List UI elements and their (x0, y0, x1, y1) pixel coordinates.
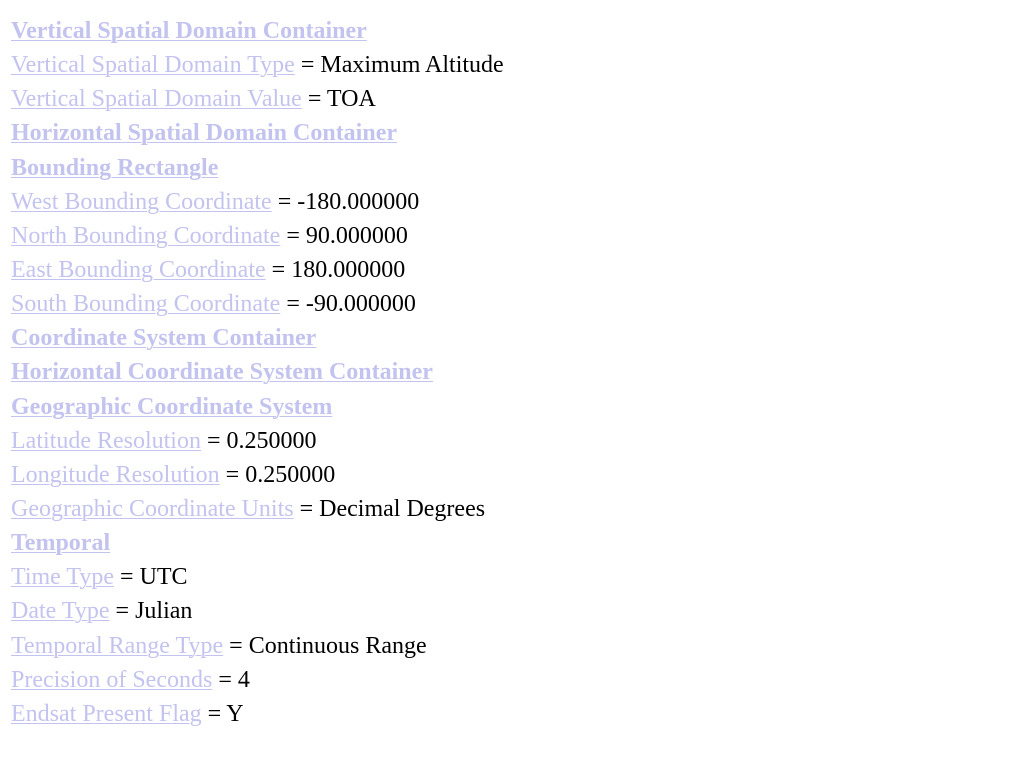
equals-sign: = (219, 461, 246, 488)
north-bounding-coordinate-link[interactable]: North Bounding Coordinate (11, 222, 281, 249)
precision-of-seconds-link[interactable]: Precision of Seconds (11, 666, 213, 693)
equals-sign: = (271, 188, 298, 215)
section-horizontal-spatial-domain-container (11, 116, 1024, 150)
time-type-link[interactable]: Time Type (11, 564, 115, 591)
temporal-link[interactable]: Temporal (11, 530, 111, 557)
field-geographic-coordinate-units (11, 492, 1024, 526)
vertical-spatial-domain-type-link[interactable]: Vertical Spatial Domain Type (11, 52, 295, 79)
latitude-resolution-value: 0.250000 (226, 427, 317, 454)
endsat-present-flag-value: Y (226, 700, 244, 727)
section-vertical-spatial-domain-container (11, 14, 1024, 48)
geographic-coordinate-units-link[interactable]: Geographic Coordinate Units (11, 495, 294, 522)
north-bounding-coordinate-value: 90.000000 (305, 222, 408, 249)
section-temporal (11, 526, 1024, 560)
vertical-spatial-domain-type-value: Maximum Altitude (320, 52, 504, 79)
field-west-bounding-coordinate (11, 185, 1024, 219)
equals-sign: = (212, 666, 238, 693)
horizontal-coordinate-system-container-link[interactable]: Horizontal Coordinate System Container (11, 359, 433, 386)
field-longitude-resolution (11, 458, 1024, 492)
latitude-resolution-link[interactable]: Latitude Resolution (11, 427, 201, 454)
equals-sign: = (223, 632, 249, 659)
vertical-spatial-domain-value-value: TOA (326, 86, 376, 113)
section-horizontal-coordinate-system-container (11, 355, 1024, 389)
vertical-spatial-domain-container-link[interactable]: Vertical Spatial Domain Container (11, 18, 367, 44)
field-date-type (11, 594, 1024, 628)
equals-sign: = (109, 598, 136, 625)
longitude-resolution-value: 0.250000 (245, 461, 336, 488)
west-bounding-coordinate-value: -180.000000 (297, 188, 420, 215)
temporal-range-type-value: Continuous Range (248, 632, 427, 659)
field-temporal-range-type (11, 629, 1024, 663)
vertical-spatial-domain-value-link[interactable]: Vertical Spatial Domain Value (11, 86, 302, 113)
equals-sign: = (201, 700, 227, 727)
temporal-range-type-link[interactable]: Temporal Range Type (11, 632, 224, 659)
field-south-bounding-coordinate (11, 287, 1024, 321)
equals-sign: = (114, 564, 140, 591)
field-vertical-spatial-domain-value (11, 82, 1024, 116)
equals-sign: = (294, 52, 321, 79)
field-vertical-spatial-domain-type (11, 48, 1024, 82)
precision-of-seconds-value: 4 (237, 666, 250, 693)
date-type-value: Julian (135, 598, 193, 625)
endsat-present-flag-link[interactable]: Endsat Present Flag (11, 700, 202, 727)
geographic-coordinate-units-value: Decimal Degrees (319, 495, 486, 522)
south-bounding-coordinate-link[interactable]: South Bounding Coordinate (11, 291, 281, 318)
geographic-coordinate-system-link[interactable]: Geographic Coordinate System (11, 393, 333, 420)
field-east-bounding-coordinate (11, 253, 1024, 287)
field-time-type (11, 560, 1024, 594)
equals-sign: = (280, 291, 306, 318)
south-bounding-coordinate-value: -90.000000 (305, 291, 416, 318)
equals-sign: = (280, 222, 306, 249)
bounding-rectangle-link[interactable]: Bounding Rectangle (11, 154, 219, 181)
field-latitude-resolution (11, 424, 1024, 458)
section-coordinate-system-container (11, 321, 1024, 355)
date-type-link[interactable]: Date Type (11, 598, 110, 625)
field-endsat-present-flag (11, 697, 1024, 731)
section-bounding-rectangle (11, 151, 1024, 185)
longitude-resolution-link[interactable]: Longitude Resolution (11, 461, 220, 488)
equals-sign: = (293, 495, 320, 522)
field-north-bounding-coordinate (11, 219, 1024, 253)
time-type-value: UTC (139, 564, 188, 591)
east-bounding-coordinate-value: 180.000000 (291, 256, 406, 283)
east-bounding-coordinate-link[interactable]: East Bounding Coordinate (11, 256, 266, 283)
field-precision-of-seconds (11, 663, 1024, 697)
coordinate-system-container-link[interactable]: Coordinate System Container (11, 325, 317, 352)
equals-sign: = (200, 427, 227, 454)
horizontal-spatial-domain-container-link[interactable]: Horizontal Spatial Domain Container (11, 120, 398, 147)
equals-sign: = (301, 86, 327, 113)
west-bounding-coordinate-link[interactable]: West Bounding Coordinate (11, 188, 272, 215)
equals-sign: = (265, 256, 292, 283)
section-geographic-coordinate-system (11, 390, 1024, 424)
